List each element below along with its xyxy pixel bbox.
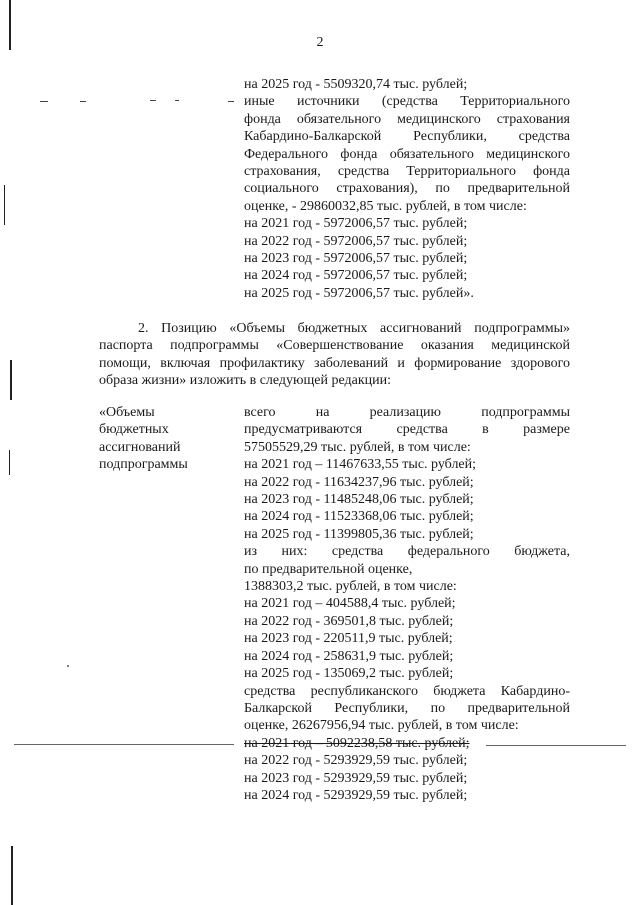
text-line: средства республиканского бюджета Кабардино- <box>244 683 570 699</box>
text-line: на 2025 год - 5509320,74 тыс. рублей; <box>244 77 468 92</box>
text-line: на 2022 год - 5972006,57 тыс. рублей; <box>244 233 468 249</box>
page-number: 2 <box>316 35 324 50</box>
text-line: социального страхования), по предварительной <box>244 181 570 197</box>
text-line: Балкарской Республики, по предварительной <box>244 700 570 716</box>
text-line: на 2024 год - 5293929,59 тыс. рублей; <box>244 787 468 803</box>
text-line: 1388303,2 тыс. рублей, в том числе: <box>244 579 457 595</box>
text-line: на 2022 год - 369501,8 тыс. рублей; <box>244 613 454 629</box>
text-line: на 2025 год - 5972006,57 тыс. рублей». <box>244 285 474 301</box>
text-line: на 2021 год - 5972006,57 тыс. рублей; <box>244 216 468 232</box>
text-line: страхования, средства Территориального фонда <box>244 164 570 180</box>
text-line: всего на реализацию подпрограммы <box>244 405 570 420</box>
text-line: Кабардино-Балкарской Республики, средства <box>244 129 570 145</box>
text-line: оценке, 26267956,94 тыс. рублей, в том числе: <box>244 718 519 734</box>
text-line: на 2023 год - 220511,9 тыс. рублей; <box>244 631 453 647</box>
text-line-struck: на 2021 год – 5092238,58 тыс. рублей; <box>244 735 470 751</box>
scan-artifact-dash <box>150 100 156 101</box>
text-line: на 2022 год - 5293929,59 тыс. рублей; <box>244 753 468 769</box>
section-2-paragraph <box>99 320 570 390</box>
table-value-cell <box>244 404 570 804</box>
scan-artifact-line <box>10 360 12 400</box>
text-line: 2. Позицию «Объемы бюджетных ассигнований подпрограммы» <box>138 321 570 336</box>
text-line: на 2023 год - 5293929,59 тыс. рублей; <box>244 770 468 786</box>
top-continuation-block <box>244 76 570 302</box>
text-line: на 2021 год – 404588,4 тыс. рублей; <box>244 596 456 612</box>
text-line: паспорта подпрограммы «Совершенствование оказания медицинской <box>99 338 570 354</box>
label-line: бюджетных <box>99 422 169 438</box>
text-line: на 2023 год - 5972006,57 тыс. рублей; <box>244 251 468 267</box>
scan-artifact-line <box>4 185 5 225</box>
label-line: «Объемы <box>99 405 155 420</box>
table-label-cell <box>99 404 188 474</box>
scan-artifact-dash <box>228 101 234 102</box>
scan-artifact-dash <box>80 101 86 102</box>
text-line: из них: средства федерального бюджета, <box>244 544 570 560</box>
text-line: на 2024 год - 5972006,57 тыс. рублей; <box>244 268 468 284</box>
scan-artifact-dash <box>40 101 48 102</box>
scan-artifact-line <box>11 846 13 905</box>
text-line: на 2022 год - 11634237,96 тыс. рублей; <box>244 474 474 490</box>
scan-artifact-dash <box>175 100 179 101</box>
text-line: фонда обязательного медицинского страхования <box>244 111 570 127</box>
scan-artifact-rule <box>14 744 234 745</box>
text-line: иные источники (средства Территориального <box>244 94 570 110</box>
text-line: оценке, - 29860032,85 тыс. рублей, в том числе: <box>244 198 527 214</box>
scan-artifact-line <box>9 450 10 475</box>
text-line: Федерального фонда обязательного медицинского <box>244 146 570 162</box>
label-line: ассигнований <box>99 439 181 455</box>
text-line: на 2025 год - 135069,2 тыс. рублей; <box>244 666 454 682</box>
text-line: на 2021 год – 11467633,55 тыс. рублей; <box>244 457 477 473</box>
text-line: на 2024 год - 258631,9 тыс. рублей; <box>244 648 454 664</box>
text-line: 57505529,29 тыс. рублей, в том числе: <box>244 439 471 455</box>
text-line: по предварительной оценке, <box>244 561 413 577</box>
text-line: на 2025 год - 11399805,36 тыс. рублей; <box>244 526 474 542</box>
text-line: помощи, включая профилактику заболеваний и формирование здорового <box>99 355 570 371</box>
text-line: на 2024 год - 11523368,06 тыс. рублей; <box>244 509 474 525</box>
text-line: на 2023 год - 11485248,06 тыс. рублей; <box>244 492 474 508</box>
text-line: предусматриваются средства в размере <box>244 422 570 438</box>
scan-artifact-dot <box>67 665 69 667</box>
label-line: подпрограммы <box>99 457 188 473</box>
text-line: образа жизни» изложить в следующей редакции: <box>99 373 392 389</box>
